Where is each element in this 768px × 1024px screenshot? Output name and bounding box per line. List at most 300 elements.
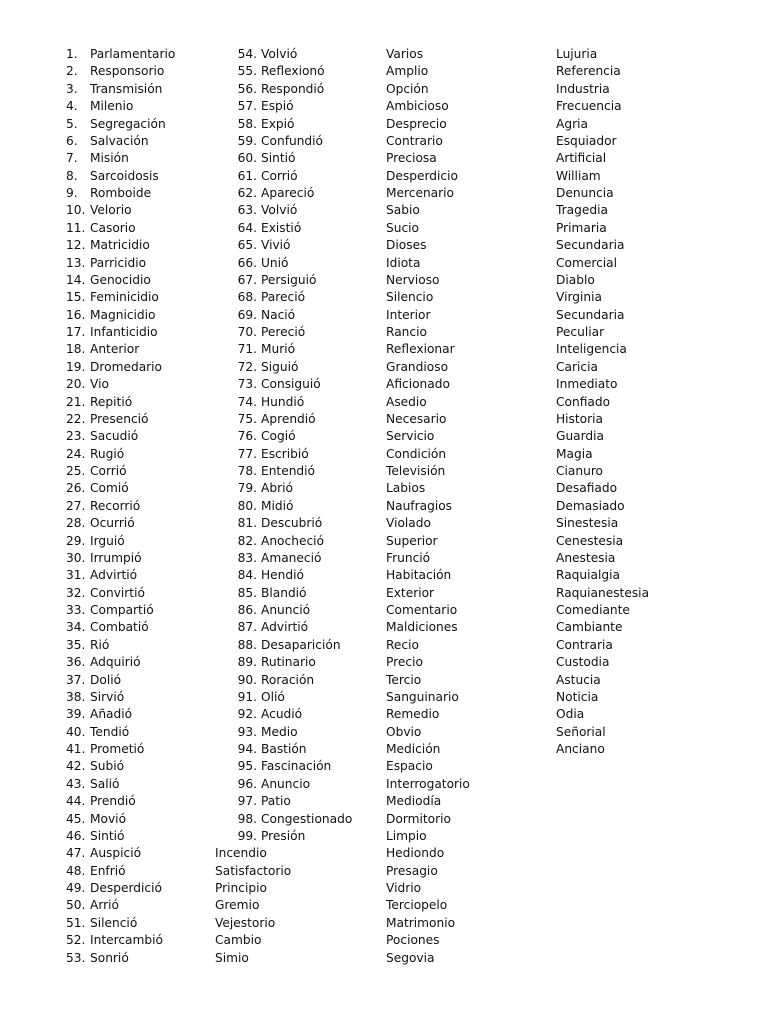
- item-number: 47.: [66, 846, 86, 861]
- list-item: [556, 324, 649, 341]
- item-number: 37.: [66, 672, 86, 687]
- list-item: [66, 202, 175, 219]
- list-item: [215, 98, 352, 115]
- item-word: Anunció: [261, 603, 311, 617]
- list-item: [215, 376, 352, 393]
- list-item: [66, 811, 175, 828]
- item-number: 60.: [237, 151, 257, 166]
- item-word: Hundió: [261, 394, 305, 409]
- item-number: 72.: [237, 359, 257, 374]
- list-item: [66, 863, 175, 880]
- item-number: 92.: [237, 707, 257, 722]
- item-word: Lujuria: [556, 47, 598, 61]
- item-number: 96.: [237, 776, 257, 791]
- list-item: [386, 793, 470, 810]
- item-word: Historia: [556, 411, 604, 426]
- list-item: [66, 480, 175, 497]
- item-word: Dioses: [386, 238, 427, 253]
- item-word: Limpio: [386, 828, 427, 843]
- item-word: Primaria: [556, 220, 607, 235]
- item-word: Caricia: [556, 359, 598, 374]
- item-word: Superior: [386, 533, 438, 548]
- list-item: [66, 880, 175, 897]
- list-item: [66, 498, 175, 515]
- item-number: 42.: [66, 759, 86, 774]
- list-item: [386, 237, 470, 254]
- item-word: Agria: [556, 116, 588, 131]
- item-number: 78.: [237, 464, 257, 478]
- list-item: [386, 706, 470, 723]
- item-number: 65.: [237, 238, 257, 253]
- item-number: 39.: [66, 707, 86, 722]
- item-number: 24.: [66, 446, 86, 461]
- list-item: [556, 463, 649, 480]
- item-number: 57.: [237, 99, 257, 114]
- list-item: [66, 567, 175, 584]
- list-item: [215, 289, 352, 306]
- item-number: 58.: [237, 116, 257, 131]
- item-number: 28.: [66, 516, 86, 531]
- item-word: Señorial: [556, 724, 606, 739]
- item-word: Rió: [90, 637, 110, 652]
- item-number: 66.: [237, 255, 257, 270]
- item-word: Nervioso: [386, 272, 440, 287]
- item-number: 26.: [66, 481, 86, 496]
- word-column-4: [556, 46, 649, 758]
- item-word: Salió: [90, 776, 120, 791]
- list-item: [215, 567, 352, 584]
- item-word: Sintió: [261, 151, 296, 166]
- item-word: Referencia: [556, 64, 621, 79]
- list-item: [66, 793, 175, 810]
- item-number: 89.: [237, 655, 257, 670]
- list-item: [66, 289, 175, 306]
- list-item: [556, 150, 649, 167]
- list-item: [66, 411, 175, 428]
- item-word: Irrumpió: [90, 550, 142, 565]
- list-item: [386, 880, 470, 897]
- item-word: Gremio: [215, 898, 260, 913]
- item-word: Vejestorio: [215, 915, 276, 930]
- item-word: Prendió: [90, 794, 136, 809]
- item-word: Medición: [386, 742, 441, 756]
- list-item: [66, 133, 175, 150]
- item-word: Odia: [556, 707, 585, 722]
- item-number: 25.: [66, 464, 86, 478]
- item-number: 87.: [237, 620, 257, 635]
- item-word: Midió: [261, 498, 294, 513]
- item-word: Tragedia: [556, 203, 608, 218]
- item-number: 52.: [66, 933, 86, 948]
- list-item: [556, 550, 649, 567]
- item-number: 13.: [66, 255, 86, 270]
- list-item: [66, 515, 175, 532]
- list-item: [386, 863, 470, 880]
- list-item: [386, 689, 470, 706]
- list-item: [386, 654, 470, 671]
- item-word: Comió: [90, 481, 129, 496]
- list-item: [66, 150, 175, 167]
- item-word: Rancio: [386, 325, 427, 339]
- item-word: Presión: [261, 828, 306, 843]
- item-word: Transmisión: [90, 81, 163, 96]
- item-word: Vidrio: [386, 881, 422, 895]
- item-word: Irguió: [90, 533, 125, 548]
- item-number: 35.: [66, 637, 86, 652]
- list-item: [556, 411, 649, 428]
- list-item: [386, 133, 470, 150]
- item-word: Preciosa: [386, 151, 437, 166]
- item-number: 50.: [66, 898, 86, 913]
- list-item: [556, 724, 649, 741]
- list-item: [386, 550, 470, 567]
- item-word: Cambio: [215, 933, 262, 948]
- list-item: [556, 480, 649, 497]
- list-item: [66, 897, 175, 914]
- item-word: Servicio: [386, 429, 435, 444]
- list-item: [556, 394, 649, 411]
- item-word: Ambicioso: [386, 99, 449, 114]
- item-word: Confundió: [261, 133, 324, 148]
- item-number: 80.: [237, 498, 257, 513]
- list-item: [215, 411, 352, 428]
- list-item: [386, 394, 470, 411]
- item-word: Sacudió: [90, 429, 139, 444]
- item-word: Expió: [261, 116, 295, 131]
- item-word: Noticia: [556, 689, 599, 704]
- word-column-1: [66, 46, 175, 967]
- item-word: Enfrió: [90, 863, 126, 878]
- list-item: [386, 411, 470, 428]
- item-word: Matricidio: [90, 238, 150, 253]
- list-item: [215, 793, 352, 810]
- item-word: Cogió: [261, 429, 296, 444]
- item-word: Presagio: [386, 863, 438, 878]
- item-number: 30.: [66, 550, 86, 565]
- item-word: Exterior: [386, 585, 435, 600]
- item-number: 94.: [237, 742, 257, 756]
- item-number: 32.: [66, 585, 86, 600]
- list-item: [215, 116, 352, 133]
- item-word: Aprendió: [261, 411, 316, 426]
- list-item: [556, 272, 649, 289]
- item-word: Infanticidio: [90, 325, 158, 339]
- list-item: [66, 828, 175, 845]
- item-number: 7.: [66, 151, 78, 166]
- item-number: 16.: [66, 307, 86, 322]
- item-word: Respondió: [261, 81, 325, 96]
- list-item: [556, 185, 649, 202]
- item-word: Desperdicio: [386, 168, 458, 183]
- item-word: Opción: [386, 81, 429, 96]
- item-number: 97.: [237, 794, 257, 809]
- list-item: [66, 428, 175, 445]
- list-item: [215, 341, 352, 358]
- list-item: [215, 81, 352, 98]
- list-item: [386, 845, 470, 862]
- list-item: [386, 359, 470, 376]
- list-item: [66, 116, 175, 133]
- item-word: Rugió: [90, 446, 125, 461]
- list-item: [386, 811, 470, 828]
- list-item: [66, 341, 175, 358]
- list-item: [556, 202, 649, 219]
- list-item: [215, 133, 352, 150]
- item-word: Astucia: [556, 672, 601, 687]
- item-number: 59.: [237, 133, 257, 148]
- list-item: [66, 168, 175, 185]
- list-item: [386, 585, 470, 602]
- item-word: Frecuencia: [556, 99, 622, 114]
- item-word: Nació: [261, 307, 296, 322]
- item-word: Añadió: [90, 707, 133, 722]
- item-word: Volvió: [261, 203, 298, 218]
- item-word: Segregación: [90, 116, 166, 131]
- list-item: [215, 220, 352, 237]
- list-item: [386, 776, 470, 793]
- item-number: 88.: [237, 637, 257, 652]
- item-word: Prometió: [90, 742, 145, 756]
- list-item: [66, 307, 175, 324]
- list-item: [215, 932, 352, 949]
- list-item: [386, 46, 470, 63]
- item-word: Milenio: [90, 99, 134, 114]
- item-word: Anterior: [90, 342, 140, 357]
- item-word: Volvió: [261, 47, 298, 61]
- item-word: Interrogatorio: [386, 776, 470, 791]
- list-item: [215, 915, 352, 932]
- item-word: Siguió: [261, 359, 299, 374]
- item-word: Magia: [556, 446, 593, 461]
- list-item: [556, 654, 649, 671]
- item-word: Contraria: [556, 637, 613, 652]
- list-item: [215, 654, 352, 671]
- list-item: [556, 602, 649, 619]
- list-item: [386, 446, 470, 463]
- list-item: [386, 81, 470, 98]
- item-word: Denuncia: [556, 186, 614, 200]
- list-item: [386, 463, 470, 480]
- item-word: William: [556, 168, 601, 183]
- list-item: [556, 237, 649, 254]
- list-item: [215, 255, 352, 272]
- item-word: Varios: [386, 47, 424, 61]
- item-number: 86.: [237, 603, 257, 617]
- item-word: Sirvió: [90, 689, 125, 704]
- item-word: Comentario: [386, 603, 458, 617]
- item-number: 73.: [237, 377, 257, 392]
- item-word: Compartió: [90, 603, 154, 617]
- item-word: Corrió: [90, 464, 127, 478]
- list-item: [66, 81, 175, 98]
- list-item: [215, 602, 352, 619]
- item-word: Anciano: [556, 742, 605, 756]
- item-number: 45.: [66, 811, 86, 826]
- list-item: [556, 307, 649, 324]
- item-word: Subió: [90, 759, 125, 774]
- list-item: [66, 672, 175, 689]
- item-number: 55.: [237, 64, 257, 79]
- list-item: [215, 168, 352, 185]
- item-word: Magnicidio: [90, 307, 156, 322]
- item-number: 90.: [237, 672, 257, 687]
- list-item: [386, 637, 470, 654]
- list-item: [556, 446, 649, 463]
- list-item: [215, 828, 352, 845]
- list-item: [386, 724, 470, 741]
- item-word: Espió: [261, 99, 294, 114]
- item-word: Casorio: [90, 220, 136, 235]
- item-word: Demasiado: [556, 498, 625, 513]
- item-number: 49.: [66, 881, 86, 895]
- item-number: 19.: [66, 359, 86, 374]
- list-item: [556, 168, 649, 185]
- item-word: Genocidio: [90, 272, 151, 287]
- item-number: 20.: [66, 377, 86, 392]
- item-word: Bastión: [261, 742, 307, 756]
- item-number: 82.: [237, 533, 257, 548]
- item-word: Dormitorio: [386, 811, 451, 826]
- item-word: Acudió: [261, 707, 303, 722]
- item-number: 62.: [237, 186, 257, 200]
- item-word: Raquialgia: [556, 568, 620, 583]
- item-word: Hediondo: [386, 846, 445, 861]
- list-item: [66, 237, 175, 254]
- list-item: [66, 533, 175, 550]
- item-word: Persiguió: [261, 272, 317, 287]
- list-item: [386, 341, 470, 358]
- item-word: Sucio: [386, 220, 420, 235]
- list-item: [66, 724, 175, 741]
- item-word: Televisión: [386, 464, 446, 478]
- list-item: [386, 897, 470, 914]
- item-word: Habitación: [386, 568, 452, 583]
- list-item: [66, 98, 175, 115]
- item-word: Secundaria: [556, 307, 625, 322]
- list-item: [215, 776, 352, 793]
- item-word: Contrario: [386, 133, 443, 148]
- item-word: Guardia: [556, 429, 605, 444]
- item-word: Repitió: [90, 394, 133, 409]
- item-number: 84.: [237, 568, 257, 583]
- list-item: [215, 950, 352, 967]
- list-item: [215, 202, 352, 219]
- list-item: [215, 446, 352, 463]
- list-item: [386, 272, 470, 289]
- item-word: Ocurrió: [90, 516, 135, 531]
- item-number: 38.: [66, 689, 86, 704]
- list-item: [66, 654, 175, 671]
- list-item: [215, 428, 352, 445]
- item-word: Labios: [386, 481, 426, 496]
- item-number: 74.: [237, 394, 257, 409]
- list-item: [66, 324, 175, 341]
- item-word: Maldiciones: [386, 620, 458, 635]
- item-word: Necesario: [386, 411, 447, 426]
- item-word: Misión: [90, 151, 129, 166]
- item-word: Artificial: [556, 151, 607, 166]
- list-item: [215, 724, 352, 741]
- item-word: Frunció: [386, 550, 431, 565]
- item-number: 56.: [237, 81, 257, 96]
- list-item: [66, 932, 175, 949]
- item-word: Advirtió: [90, 568, 138, 583]
- list-item: [66, 394, 175, 411]
- list-item: [386, 741, 470, 758]
- item-word: Matrimonio: [386, 915, 456, 930]
- item-word: Congestionado: [261, 811, 353, 826]
- list-item: [66, 185, 175, 202]
- item-word: Pareció: [261, 290, 306, 305]
- item-word: Anuncio: [261, 776, 311, 791]
- item-number: 27.: [66, 498, 86, 513]
- item-number: 9.: [66, 186, 78, 200]
- item-number: 43.: [66, 776, 86, 791]
- item-number: 85.: [237, 585, 257, 600]
- list-item: [386, 672, 470, 689]
- list-item: [386, 498, 470, 515]
- list-item: [66, 637, 175, 654]
- list-item: [66, 550, 175, 567]
- item-word: Combatió: [90, 620, 149, 635]
- list-item: [556, 220, 649, 237]
- list-item: [556, 81, 649, 98]
- list-item: [556, 567, 649, 584]
- item-word: Tendió: [90, 724, 130, 739]
- item-number: 61.: [237, 168, 257, 183]
- list-item: [66, 758, 175, 775]
- list-item: [215, 237, 352, 254]
- item-word: Recorrió: [90, 498, 141, 513]
- item-number: 29.: [66, 533, 86, 548]
- list-item: [386, 619, 470, 636]
- item-word: Unió: [261, 255, 289, 270]
- item-word: Escribió: [261, 446, 309, 461]
- item-number: 41.: [66, 742, 86, 756]
- item-word: Cianuro: [556, 464, 604, 478]
- item-word: Interior: [386, 307, 431, 322]
- item-number: 63.: [237, 203, 257, 218]
- list-item: [386, 950, 470, 967]
- list-item: [556, 359, 649, 376]
- list-item: [66, 46, 175, 63]
- item-word: Adquirió: [90, 655, 141, 670]
- item-word: Incendio: [215, 846, 267, 861]
- list-item: [66, 272, 175, 289]
- list-item: [215, 359, 352, 376]
- item-number: 67.: [237, 272, 257, 287]
- item-word: Esquiador: [556, 133, 617, 148]
- item-word: Silencio: [386, 290, 434, 305]
- item-word: Asedio: [386, 394, 427, 409]
- list-item: [215, 897, 352, 914]
- item-word: Industria: [556, 81, 610, 96]
- item-word: Medio: [261, 724, 298, 739]
- item-word: Raquianestesia: [556, 585, 650, 600]
- item-word: Comediante: [556, 603, 630, 617]
- item-word: Espacio: [386, 759, 433, 774]
- list-item: [556, 498, 649, 515]
- list-item: [66, 845, 175, 862]
- list-item: [215, 63, 352, 80]
- list-item: [66, 220, 175, 237]
- item-number: 70.: [237, 325, 257, 339]
- item-number: 21.: [66, 394, 86, 409]
- item-number: 18.: [66, 342, 86, 357]
- list-item: [215, 324, 352, 341]
- item-word: Remedio: [386, 707, 440, 722]
- list-item: [386, 758, 470, 775]
